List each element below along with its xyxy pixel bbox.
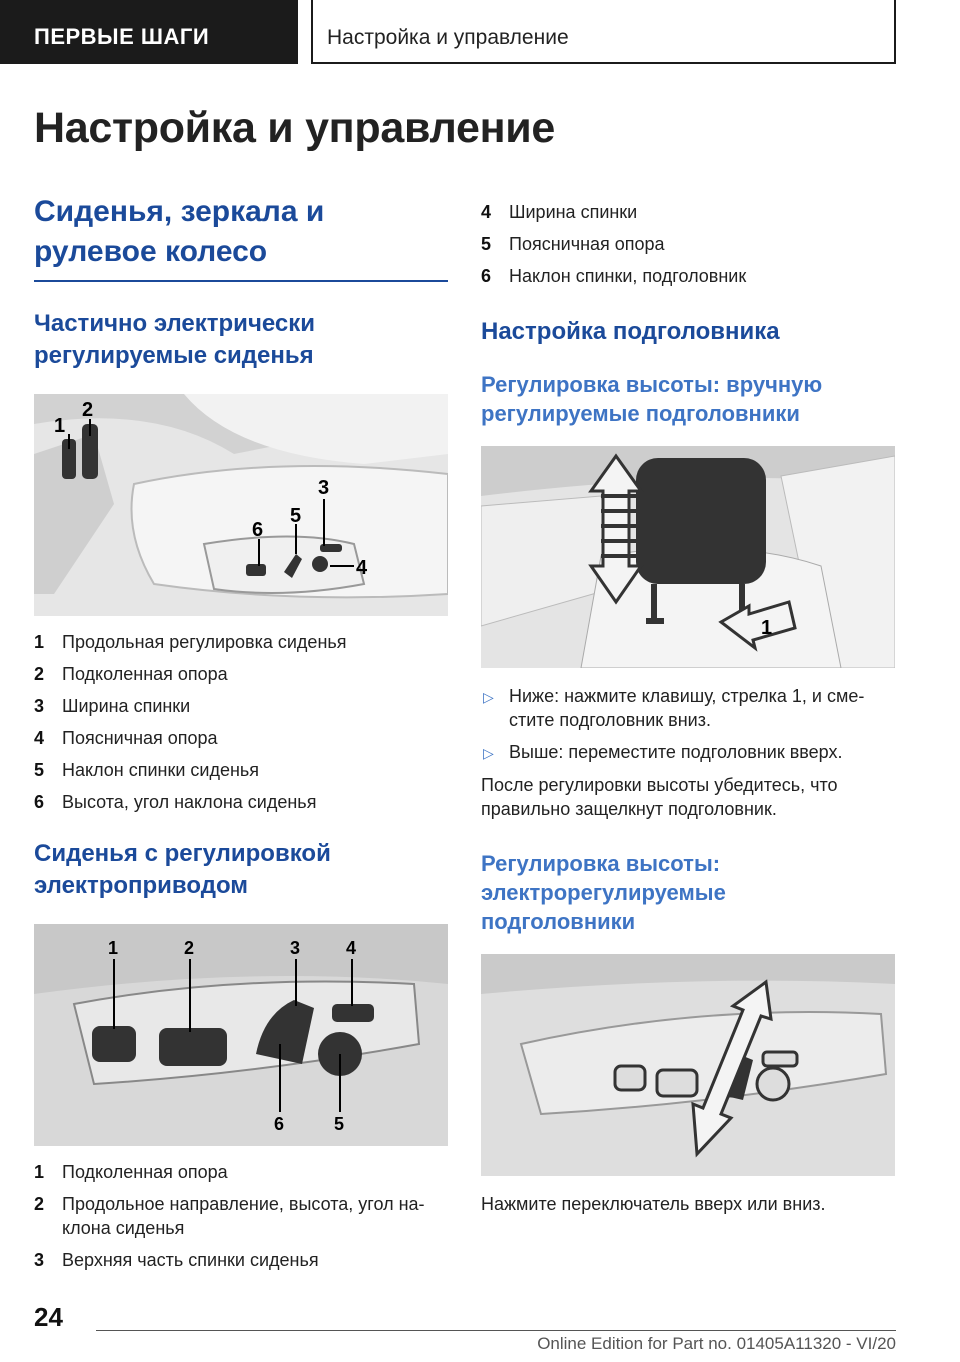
list-item: 1 Подколенная опора: [34, 1162, 228, 1182]
headrest-note: После регулировки высоты убедитесь, что правильно защелкнут подголовник.: [481, 775, 838, 819]
fig2-label-6: 6: [274, 1114, 285, 1134]
electric-headrest-note: Нажмите переключатель вверх или вниз.: [481, 1194, 826, 1214]
section-tab: ПЕРВЫЕ ШАГИ: [0, 0, 298, 64]
fig3-label-1: 1: [761, 617, 773, 639]
footer-edition: Online Edition for Part no. 01405A11320 - VI/20: [537, 1334, 896, 1353]
footer-divider: [96, 1330, 896, 1331]
electric-seat-controls-figure: [34, 924, 448, 1146]
list-item: 4 Ширина спинки: [481, 202, 638, 222]
fig2-label-5: 5: [334, 1114, 345, 1134]
list-item: ▷ Выше: переместите подголовник вверх.: [481, 740, 895, 765]
heading-manual-headrest: Регулировка высоты: вручную регулируемые подголовники: [481, 372, 823, 426]
page-number: 24: [34, 1302, 63, 1332]
right-column: [481, 192, 895, 1216]
list-item: 6 Наклон спинки, подголовник: [481, 266, 747, 286]
list-item: 5 Поясничная опора: [481, 234, 665, 254]
headrest-bullets: [481, 684, 895, 765]
list-item: 2 Продольное направление, высота, угол на-клона сиденья: [34, 1194, 425, 1238]
fig1-label-6: 6: [252, 519, 264, 541]
manual-headrest-figure: [481, 446, 895, 668]
list-item: 4 Поясничная опора: [34, 728, 218, 748]
fig2-label-2: 2: [184, 938, 195, 958]
fig2-label-3: 3: [290, 938, 301, 958]
bullet-triangle-icon: ▷: [483, 689, 494, 705]
fig2-label-4: 4: [346, 938, 357, 958]
electric-seat-list: [34, 1160, 448, 1272]
page-header: [0, 0, 960, 66]
electric-headrest-figure: [481, 954, 895, 1176]
subsection-electric-seats: Сиденья с регулировкой электроприводом: [34, 840, 331, 899]
page-title: Настройка и управление: [34, 104, 555, 152]
fig2-label-1: 1: [108, 938, 119, 958]
subsection-headrest: Настройка подголовника: [481, 318, 780, 345]
bullet-triangle-icon: ▷: [483, 745, 494, 761]
electric-seat-list-continued: [481, 200, 895, 288]
fig1-label-3: 3: [318, 477, 330, 499]
heading-electric-headrest: Регулировка высоты: электрорегулируемые подголовники: [481, 851, 726, 934]
fig1-label-2: 2: [82, 399, 94, 421]
left-column: [34, 192, 448, 1280]
fig1-label-5: 5: [290, 505, 302, 527]
seat-controls-figure: [34, 394, 448, 616]
list-item: ▷ Ниже: нажмите клавишу, стрелка 1, и сме-стите подголовник вниз.: [483, 686, 865, 730]
list-item: 6 Высота, угол наклона сиденья: [34, 792, 317, 812]
list-item: 5 Наклон спинки сиденья: [34, 760, 260, 780]
fig1-label-4: 4: [356, 557, 368, 579]
subsection-partial-electric: Частично электрически регулируемые сиденья: [34, 310, 316, 369]
chapter-tab: Настройка и управление: [311, 0, 896, 64]
list-item: 3 Верхняя часть спинки сиденья: [34, 1250, 319, 1270]
list-item: 1 Продольная регулировка сиденья: [34, 632, 347, 652]
seat-controls-list: [34, 630, 448, 814]
list-item: 3 Ширина спинки: [34, 696, 191, 716]
section-heading: Сиденья, зеркала и рулевое колесо: [34, 192, 448, 282]
fig1-label-1: 1: [54, 415, 66, 437]
list-item: 2 Подколенная опора: [34, 664, 228, 684]
